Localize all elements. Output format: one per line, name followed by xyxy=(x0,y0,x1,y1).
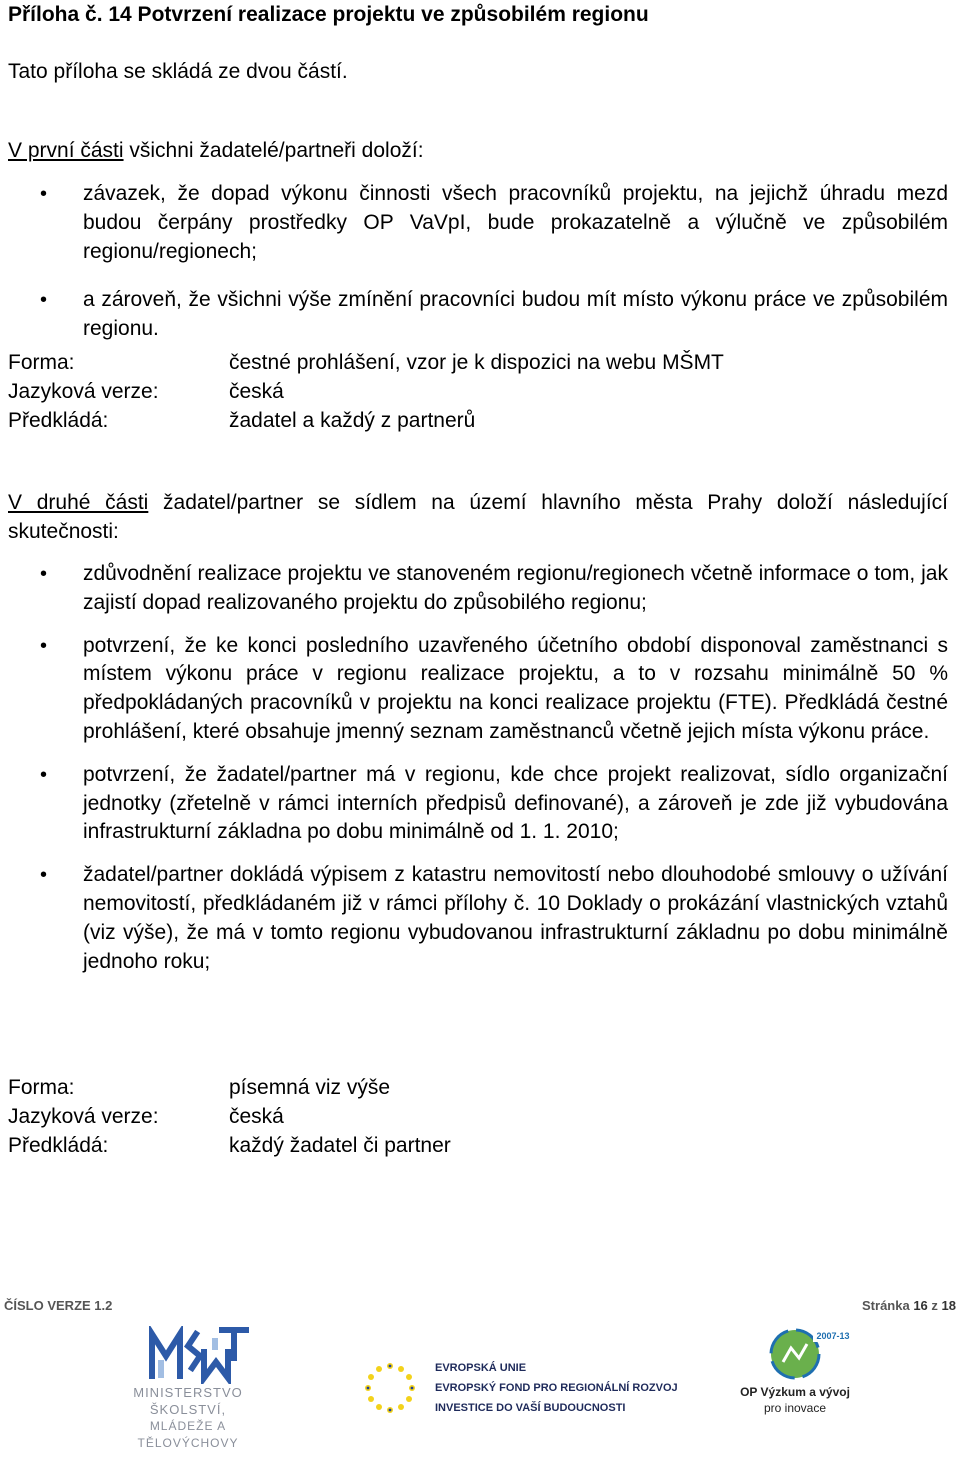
part2-meta-language xyxy=(8,1102,284,1131)
part1-meta-submitter xyxy=(8,406,475,435)
part2-meta-submitter xyxy=(8,1131,451,1160)
list-item: • žadatel/partner dokládá výpisem z katastru nemovitostí nebo dlouhodobé smlouvy o užívání nemovitostí, předkládaném již v rámci přílohy č. 10 Doklady o prokázání vlastnických vztahů (viz výše), že má v tomto regionu vybudovanou infrastrukturní základnu po dobu minimálně jednoho roku; xyxy=(0,861,960,976)
meta-value: česká xyxy=(229,380,284,403)
meta-label: Jazyková verze: xyxy=(8,1105,159,1128)
intro-text: Tato příloha se skládá ze dvou částí. xyxy=(8,60,348,83)
meta-value: čestné prohlášení, vzor je k dispozici na webu MŠMT xyxy=(229,351,724,374)
op-vavpi-logo xyxy=(735,1328,855,1428)
meta-label: Forma: xyxy=(8,351,75,374)
part1-meta-language xyxy=(8,377,284,406)
part2-lead-rest: žadatel/partner se sídlem na území hlavního města Prahy doloží následující skutečnosti: xyxy=(8,491,948,543)
page-title: Příloha č. 14 Potvrzení realizace projektu ve způsobilém regionu xyxy=(8,3,649,26)
page-prefix: Stránka xyxy=(862,1298,914,1313)
msmt-logo-line2: MLÁDEŽE A TĚLOVÝCHOVY xyxy=(137,1419,239,1450)
meta-value: žadatel a každý z partnerů xyxy=(229,409,476,432)
part2-lead xyxy=(0,488,960,546)
eu-logo xyxy=(355,1352,695,1428)
part1-lead-rest: všichni žadatelé/partneři doloží: xyxy=(123,139,424,162)
meta-label: Jazyková verze: xyxy=(8,380,159,403)
version-label: ČÍSLO VERZE 1.2 xyxy=(4,1298,113,1313)
page-number xyxy=(862,1298,956,1313)
eu-logo-line1: EVROPSKÁ UNIE xyxy=(435,1362,527,1374)
part2-lead-underlined: V druhé části xyxy=(8,491,149,514)
list-item: • závazek, že dopad výkonu činnosti všech pracovníků projektu, na jejichž úhradu mezd budou čerpány prostředky OP VaVpI, bude prokazatelně a výlučně ve způsobilém regionu/regionech; xyxy=(0,180,960,266)
meta-value: česká xyxy=(229,1105,284,1128)
op-logo-text xyxy=(735,1384,855,1416)
part1-meta-forma xyxy=(8,348,724,377)
meta-label: Předkládá: xyxy=(8,409,109,432)
list-item: • potvrzení, že ke konci posledního uzavřeného účetního období disponoval zaměstnanci s místem výkonu práce v regionu realizace projektu, a to v rozsahu minimálně 50 % předpokládaných pracovníků v projektu na konci realizace projektu (FTE). Předkládá čestné prohlášení, které obsahuje jmenný seznam zaměstnanců včetně jejich místa výkonu práce. xyxy=(0,632,960,747)
list-item: • potvrzení, že žadatel/partner má v regionu, kde chce projekt realizovat, sídlo organizační jednotky (zřetelně v rámci interních předpisů definované), a zároveň je zde již vybudována infrastrukturní základna po dobu minimálně od 1. 1. 2010; xyxy=(0,761,960,847)
eu-logo-line3: INVESTICE DO VAŠÍ BUDOUCNOSTI xyxy=(435,1402,626,1414)
part1-lead xyxy=(8,136,424,165)
msmt-logo xyxy=(100,1326,276,1450)
part1-lead-underlined: V první části xyxy=(8,139,124,162)
meta-value: každý žadatel či partner xyxy=(229,1134,451,1157)
msmt-emblem-icon xyxy=(100,1326,276,1384)
part1-bullet-list xyxy=(0,180,960,344)
part2-bullet-list xyxy=(0,560,960,976)
meta-label: Forma: xyxy=(8,1076,75,1099)
meta-value: písemná viz výše xyxy=(229,1076,391,1099)
eu-flag-icon xyxy=(355,1352,425,1428)
part2-lead-text xyxy=(0,488,960,546)
eu-logo-text xyxy=(435,1358,678,1418)
op-years: 2007-13 xyxy=(816,1331,850,1341)
msmt-logo-line1: MINISTERSTVO ŠKOLSTVÍ, xyxy=(133,1385,243,1417)
op-vavpi-emblem-icon xyxy=(735,1328,855,1384)
list-item: • a zároveň, že všichni výše zmínění pracovníci budou mít místo výkonu práce ve způsobilém regionu. xyxy=(0,286,960,344)
page-current: 16 xyxy=(913,1298,928,1313)
page-sep: z xyxy=(927,1298,942,1313)
eu-logo-line2: EVROPSKÝ FOND PRO REGIONÁLNÍ ROZVOJ xyxy=(435,1382,678,1394)
page-total: 18 xyxy=(941,1298,956,1313)
list-item: • zdůvodnění realizace projektu ve stanoveném regionu/regionech včetně informace o tom, jak zajistí dopad realizovaného projektu do způsobilého regionu; xyxy=(0,560,960,618)
op-logo-line1: OP Výzkum a vývoj xyxy=(740,1385,850,1399)
msmt-logo-text xyxy=(100,1384,276,1452)
meta-label: Předkládá: xyxy=(8,1134,109,1157)
part2-meta-forma xyxy=(8,1073,390,1102)
op-logo-line2: pro inovace xyxy=(763,1401,827,1415)
